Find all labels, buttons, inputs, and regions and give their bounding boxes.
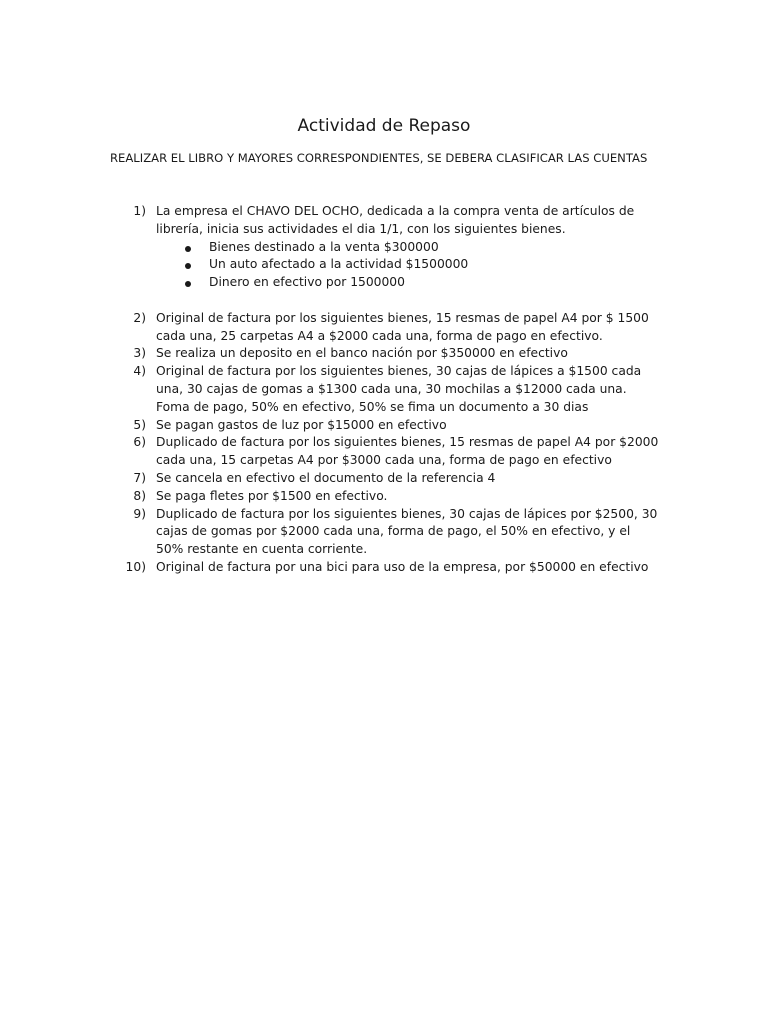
item-text: Original de factura por los siguientes bienes, 30 cajas de lápices a $1500 cada una, 30 cajas de gomas a $1300 cada una, 30 mochilas a $12000 cada una. Foma de pago, 50% en efectivo, 50% se fima un documento a 30 dias xyxy=(156,364,642,414)
list-item xyxy=(133,345,661,363)
item-text: Original de factura por una bici para uso de la empresa, por $50000 en efectivo xyxy=(156,559,649,574)
item-number: 6) xyxy=(133,435,146,450)
item-text: Duplicado de factura por los siguientes bienes, 15 resmas de papel A4 por $2000 cada una, 15 carpetas A4 por $3000 cada una, forma de pago en efectivo xyxy=(156,435,659,468)
bullet-icon xyxy=(185,281,191,287)
spacer xyxy=(156,292,661,310)
item-number: 4) xyxy=(133,364,146,379)
bullet-text: Dinero en efectivo por 1500000 xyxy=(209,275,405,290)
item-text: Se paga fletes por $1500 en efectivo. xyxy=(156,488,388,503)
item-number: 7) xyxy=(133,470,146,485)
list-item xyxy=(125,559,661,577)
list-item xyxy=(133,203,661,292)
item-number: 1) xyxy=(133,204,146,218)
bullet-icon xyxy=(185,246,191,252)
bullet-item xyxy=(156,274,661,292)
item-number: 9) xyxy=(133,506,146,521)
bullet-list xyxy=(156,239,661,292)
item-text: Original de factura por los siguientes bienes, 15 resmas de papel A4 por $ 1500 cada una, 25 carpetas A4 a $2000 cada una, forma de pago en efectivo. xyxy=(156,310,649,343)
item-text: Se pagan gastos de luz por $15000 en efectivo xyxy=(156,417,447,432)
item-number: 2) xyxy=(133,310,146,325)
item-text: La empresa el CHAVO DEL OCHO, dedicada a la compra venta de artículos de librería, inicia sus actividades el dia 1/1, con los siguientes bienes. xyxy=(156,204,635,236)
bullet-item xyxy=(156,239,661,257)
item-text: Se realiza un deposito en el banco nación por $350000 en efectivo xyxy=(156,346,568,361)
list-item xyxy=(133,417,661,435)
item-text: Duplicado de factura por los siguientes bienes, 30 cajas de lápices por $2500, 30 cajas de gomas por $2000 cada una, forma de pago, el 50% en efectivo, y el 50% restante en cuenta corriente. xyxy=(156,506,658,557)
list-item xyxy=(133,488,661,506)
list-item xyxy=(133,363,661,416)
list-item xyxy=(133,434,661,470)
list-item xyxy=(133,470,661,488)
document-title: Actividad de Repaso xyxy=(297,116,471,136)
bullet-text: Bienes destinado a la venta $300000 xyxy=(209,239,439,254)
document-instruction: REALIZAR EL LIBRO Y MAYORES CORRESPONDIENTES, SE DEBERA CLASIFICAR LAS CUENTAS xyxy=(110,151,648,165)
item-text: Se cancela en efectivo el documento de la referencia 4 xyxy=(156,470,496,485)
item-number: 8) xyxy=(133,488,146,503)
bullet-item xyxy=(156,256,661,274)
bullet-icon xyxy=(185,263,191,269)
exercise-list xyxy=(125,203,661,577)
item-number: 10) xyxy=(125,559,146,574)
list-item xyxy=(133,310,661,346)
bullet-text: Un auto afectado a la actividad $1500000 xyxy=(209,257,469,272)
list-item xyxy=(133,506,661,559)
item-number: 3) xyxy=(133,346,146,361)
item-number: 5) xyxy=(133,417,146,432)
